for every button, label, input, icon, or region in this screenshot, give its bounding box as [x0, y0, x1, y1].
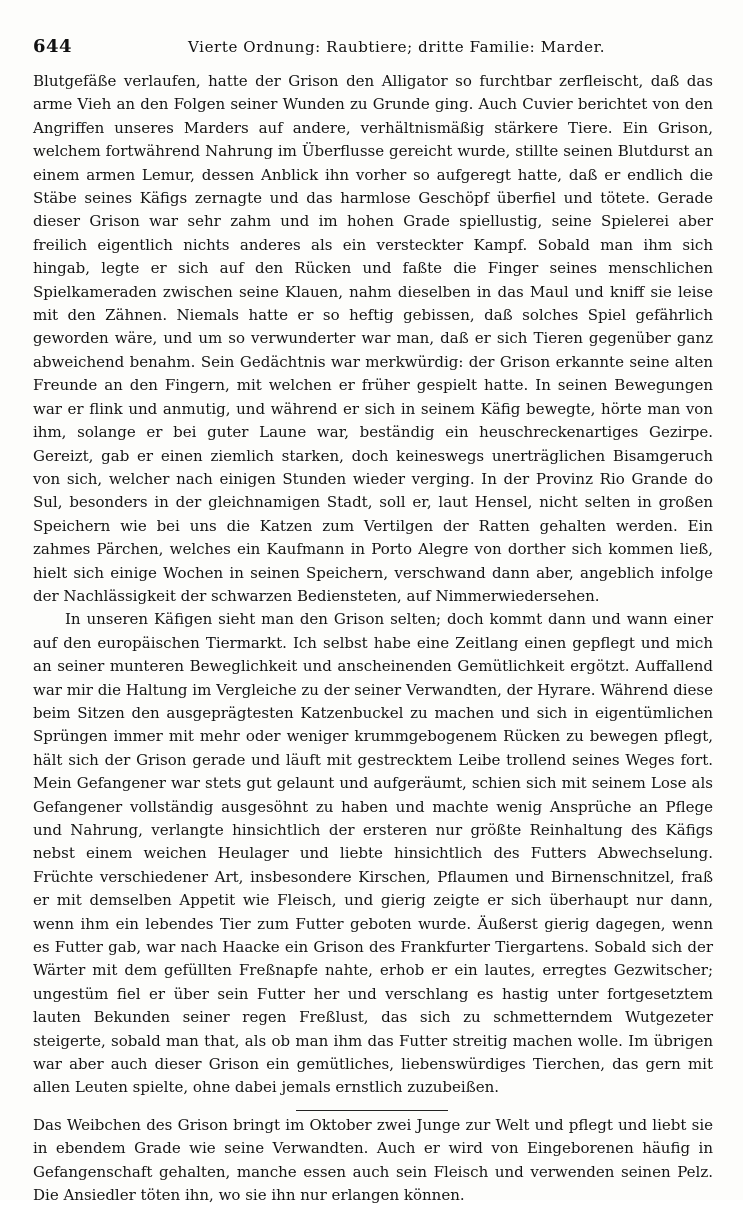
body-text [33, 70, 713, 1208]
paragraph-captivity: In unseren Käfigen sieht man den Grison selten; doch kommt dann und wann einer auf den europäischen Tiermarkt. Ich selbst habe eine Zeitlang einen gepflegt und mich an seiner munteren Beweglichkeit und anscheinenden Gemütlichkeit ergötzt. Auffallend war mir die Haltung im Vergleiche zu der seiner Verwandten, der Hyrare. Während diese beim Sitzen den ausgeprägtesten Katzenbuckel zu machen und sich in eigentümlichen Sprüngen immer mit mehr oder weniger krummgebogenem Rücken zu bewegen pflegt, hält sich der Grison gerade und läuft mit gestrecktem Leibe trollend seines Weges fort. Mein Gefangener war stets gut gelaunt und aufgeräumt, schien sich mit seinem Lose als Gefangener vollständig ausgesöhnt zu haben und machte wenig Ansprüche an Pflege und Nahrung, verlangte hinsichtlich der ersteren nur größte Reinhaltung des Käfigs nebst einem weichen Heulager und liebte hinsichtlich des Futters Abwechselung. Früchte verschiedener Art, insbesondere Kirschen, Pflaumen und Birnenschnitzel, fraß er mit demselben Appetit wie Fleisch, und gierig zeigte er sich überhaupt nur dann, wenn ihm ein lebendes Tier zum Futter geboten wurde. Äußerst gierig dagegen, wenn es Futter gab, war nach Haacke ein Grison des Frankfurter Tiergartens. Sobald sich der Wärter mit dem gefüllten Freßnapfe nahte, erhob er ein lautes, erregtes Gezwitscher; ungestüm fiel er über sein Futter her und verschlang es hastig unter fortgesetztem lauten Bekunden seiner regen Freßlust, das sich zu schmetterndem Wutgezeter steigerte, sobald man that, als ob man ihm das Futter streitig machen wolle. Im übrigen war aber auch dieser Grison ein gemütliches, liebenswürdiges Tierchen, das gern mit allen Leuten spielte, ohne dabei jemals ernstlich zuzubeißen. [33, 610, 713, 1097]
paragraph-reproduction: Das Weibchen des Grison bringt im Oktober zwei Junge zur Welt und pflegt und liebt sie in ebendem Grade wie seine Verwandten. Auch er wird von Eingeborenen häufig in Gefangenschaft gehalten, manche essen auch sein Fleisch und verwenden seinen Pelz. Die Ansiedler töten ihn, wo sie ihn nur erlangen können. [33, 1115, 713, 1205]
page-header [33, 36, 713, 60]
page-number: 644 [33, 36, 73, 57]
paragraph-continuation: Blutgefäße verlaufen, hatte der Grison den Alligator so furchtbar zerfleischt, daß das arme Vieh an den Folgen seiner Wunden zu Grunde ging. Auch Cuvier berichtet von den Angriffen unseres Marders auf andere, verhältnismäßig stärkere Tiere. Ein Grison, welchem fortwährend Nahrung im Überflusse gereicht wurde, stillte seinen Blutdurst an einem armen Lemur, dessen Anblick ihn vorher so aufgeregt hatte, daß er endlich die Stäbe seines Käfigs zernagte und das harmlose Geschöpf überfiel und tötete. Gerade dieser Grison war sehr zahm und im hohen Grade spiellustig, seine Spielerei aber freilich eigentlich nichts anderes als ein versteckter Kampf. Sobald man ihm sich hingab, legte er sich auf den Rücken und faßte die Finger seines menschlichen Spielkameraden zwischen seine Klauen, nahm dieselben in das Maul und kniff sie leise mit den Zähnen. Niemals hatte er so heftig gebissen, daß solches Spiel gefährlich geworden wäre, und um so verwunderter war man, daß er sich Tieren gegenüber ganz abweichend benahm. Sein Gedächtnis war merkwürdig: der Grison erkannte seine alten Freunde an den Fingern, mit welchen er früher gespielt hatte. In seinen Bewegungen war er flink und anmutig, und während er sich in seinem Käfig bewegte, hörte man von ihm, solange er bei guter Laune war, beständig ein heuschreckenartiges Gezirpe. Gereizt, gab er einen ziemlich starken, doch keineswegs unerträglichen Bisamgeruch von sich, welcher nach einigen Stunden wieder verging. In der Provinz Rio Grande do Sul, besonders in der gleichnamigen Stadt, soll er, laut Hensel, nicht selten in großen Speichern wie bei uns die Katzen zum Vertilgen der Ratten gehalten werden. Ein zahmes Pärchen, welches ein Kaufmann in Porto Alegre von dorther sich kommen ließ, hielt sich einige Wochen in seinen Speichern, verschwand dann aber, angeblich infolge der Nachlässigkeit der schwarzen Bediensteten, auf Nimmerwiedersehen. [33, 72, 713, 605]
running-head: Vierte Ordnung: Raubtiere; dritte Familie: Marder. [188, 38, 606, 56]
section-end-rule [296, 1110, 448, 1111]
